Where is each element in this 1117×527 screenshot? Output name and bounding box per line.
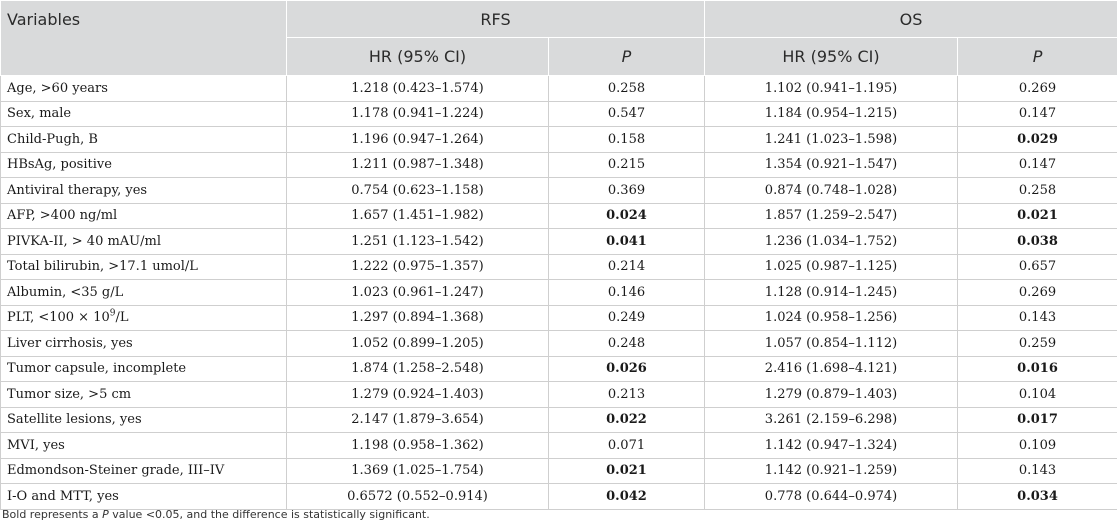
os-p-cell: 0.259 [958,331,1117,357]
rfs-hr-cell: 1.251 (1.123–1.542) [287,229,549,255]
variable-label: Age, >60 years [7,80,108,96]
variable-label: Edmondson-Steiner grade, III–IV [7,463,225,479]
variable-cell [1,356,287,382]
variable-superscript: 9 [109,308,116,319]
os-p-cell: 0.147 [958,152,1117,178]
variable-label: PLT, <100 × 10 [7,310,110,326]
variable-label: Liver cirrhosis, yes [7,335,133,351]
os-p-cell: 0.021 [958,203,1117,229]
rfs-p-cell: 0.258 [549,76,705,102]
rfs-hr-cell: 1.198 (0.958–1.362) [287,433,549,459]
variable-label: Satellite lesions, yes [7,412,142,428]
table-row [1,152,1117,178]
rfs-hr-cell: 1.657 (1.451–1.982) [287,203,549,229]
variable-label: I-O and MTT, yes [7,488,119,504]
os-hr-cell: 1.857 (1.259–2.547) [705,203,958,229]
variable-suffix: /L [115,310,129,326]
os-hr-cell: 2.416 (1.698–4.121) [705,356,958,382]
header-os: OS [705,1,1117,38]
table-row [1,203,1117,229]
variable-cell [1,254,287,280]
os-p-cell: 0.147 [958,101,1117,127]
header-os-hr: HR (95% CI) [705,38,958,76]
variable-cell [1,203,287,229]
table-row [1,254,1117,280]
header-rfs-hr: HR (95% CI) [287,38,549,76]
os-hr-cell: 1.128 (0.914–1.245) [705,280,958,306]
variable-label: Child-Pugh, B [7,131,98,147]
os-p-cell: 0.029 [958,127,1117,153]
rfs-p-cell: 0.249 [549,305,705,331]
rfs-hr-cell: 1.211 (0.987–1.348) [287,152,549,178]
rfs-p-cell: 0.146 [549,280,705,306]
variable-cell [1,484,287,510]
rfs-hr-cell: 1.369 (1.025–1.754) [287,458,549,484]
os-hr-cell: 1.142 (0.921–1.259) [705,458,958,484]
rfs-p-cell: 0.022 [549,407,705,433]
rfs-hr-cell: 2.147 (1.879–3.654) [287,407,549,433]
rfs-hr-cell: 1.218 (0.423–1.574) [287,76,549,102]
os-p-cell: 0.109 [958,433,1117,459]
table-row [1,484,1117,510]
rfs-hr-cell: 1.297 (0.894–1.368) [287,305,549,331]
os-hr-cell: 1.279 (0.879–1.403) [705,382,958,408]
os-hr-cell: 1.236 (1.034–1.752) [705,229,958,255]
variable-label: HBsAg, positive [7,157,112,173]
rfs-hr-cell: 1.279 (0.924–1.403) [287,382,549,408]
variable-cell [1,280,287,306]
variable-cell [1,127,287,153]
variable-label: Tumor size, >5 cm [7,386,132,402]
os-p-cell: 0.143 [958,305,1117,331]
os-hr-cell: 1.024 (0.958–1.256) [705,305,958,331]
variable-cell [1,76,287,102]
table-row [1,433,1117,459]
rfs-p-cell: 0.213 [549,382,705,408]
footnote-after: value <0.05, and the difference is statistically significant. [108,508,430,521]
rfs-p-cell: 0.248 [549,331,705,357]
os-p-cell: 0.016 [958,356,1117,382]
os-hr-cell: 1.354 (0.921–1.547) [705,152,958,178]
footnote [2,508,430,521]
header-rfs-p: P [549,38,705,76]
rfs-p-cell: 0.026 [549,356,705,382]
table-row [1,382,1117,408]
os-p-cell: 0.269 [958,76,1117,102]
table-row [1,280,1117,306]
os-hr-cell: 1.241 (1.023–1.598) [705,127,958,153]
footnote-p: P [102,508,109,521]
variable-label: AFP, >400 ng/ml [7,208,118,224]
rfs-hr-cell: 0.6572 (0.552–0.914) [287,484,549,510]
os-hr-cell: 1.184 (0.954–1.215) [705,101,958,127]
os-p-cell: 0.143 [958,458,1117,484]
rfs-p-cell: 0.042 [549,484,705,510]
variable-label: Sex, male [7,106,72,122]
variable-cell [1,152,287,178]
os-hr-cell: 1.057 (0.854–1.112) [705,331,958,357]
variable-cell [1,305,287,331]
rfs-p-cell: 0.021 [549,458,705,484]
variable-label: Antiviral therapy, yes [7,182,148,198]
os-hr-cell: 1.142 (0.947–1.324) [705,433,958,459]
table-row [1,178,1117,204]
header-variables: Variables [1,1,287,76]
os-hr-cell: 0.874 (0.748–1.028) [705,178,958,204]
table-row [1,305,1117,331]
rfs-hr-cell: 1.023 (0.961–1.247) [287,280,549,306]
os-hr-cell: 3.261 (2.159–6.298) [705,407,958,433]
os-hr-cell: 0.778 (0.644–0.974) [705,484,958,510]
rfs-p-cell: 0.158 [549,127,705,153]
variable-label: MVI, yes [7,437,65,453]
variable-label: Total bilirubin, >17.1 umol/L [7,259,198,275]
table-row [1,458,1117,484]
variable-cell [1,178,287,204]
variable-cell [1,433,287,459]
rfs-hr-cell: 0.754 (0.623–1.158) [287,178,549,204]
table-row [1,356,1117,382]
variable-cell [1,101,287,127]
rfs-p-cell: 0.071 [549,433,705,459]
rfs-hr-cell: 1.222 (0.975–1.357) [287,254,549,280]
os-p-cell: 0.269 [958,280,1117,306]
os-p-cell: 0.034 [958,484,1117,510]
os-p-cell: 0.017 [958,407,1117,433]
table-header [1,1,1117,76]
rfs-p-cell: 0.024 [549,203,705,229]
os-p-cell: 0.258 [958,178,1117,204]
os-p-cell: 0.657 [958,254,1117,280]
variable-label: Albumin, <35 g/L [7,284,124,300]
rfs-p-cell: 0.041 [549,229,705,255]
rfs-hr-cell: 1.196 (0.947–1.264) [287,127,549,153]
table-body [1,76,1117,510]
rfs-p-cell: 0.214 [549,254,705,280]
os-hr-cell: 1.102 (0.941–1.195) [705,76,958,102]
rfs-hr-cell: 1.052 (0.899–1.205) [287,331,549,357]
variable-cell [1,229,287,255]
os-hr-cell: 1.025 (0.987–1.125) [705,254,958,280]
rfs-hr-cell: 1.178 (0.941–1.224) [287,101,549,127]
variable-label: Tumor capsule, incomplete [7,361,187,377]
os-p-cell: 0.038 [958,229,1117,255]
header-os-p: P [958,38,1117,76]
rfs-hr-cell: 1.874 (1.258–2.548) [287,356,549,382]
table-row [1,331,1117,357]
table-row [1,127,1117,153]
os-p-cell: 0.104 [958,382,1117,408]
header-rfs: RFS [287,1,705,38]
rfs-p-cell: 0.547 [549,101,705,127]
table-row [1,76,1117,102]
rfs-p-cell: 0.215 [549,152,705,178]
footnote-before: Bold represents a [2,508,103,521]
rfs-p-cell: 0.369 [549,178,705,204]
variable-cell [1,407,287,433]
variable-cell [1,458,287,484]
table-row [1,407,1117,433]
variable-cell [1,382,287,408]
variable-label: PIVKA-II, > 40 mAU/ml [7,233,162,249]
table-row [1,229,1117,255]
variable-cell [1,331,287,357]
table-row [1,101,1117,127]
